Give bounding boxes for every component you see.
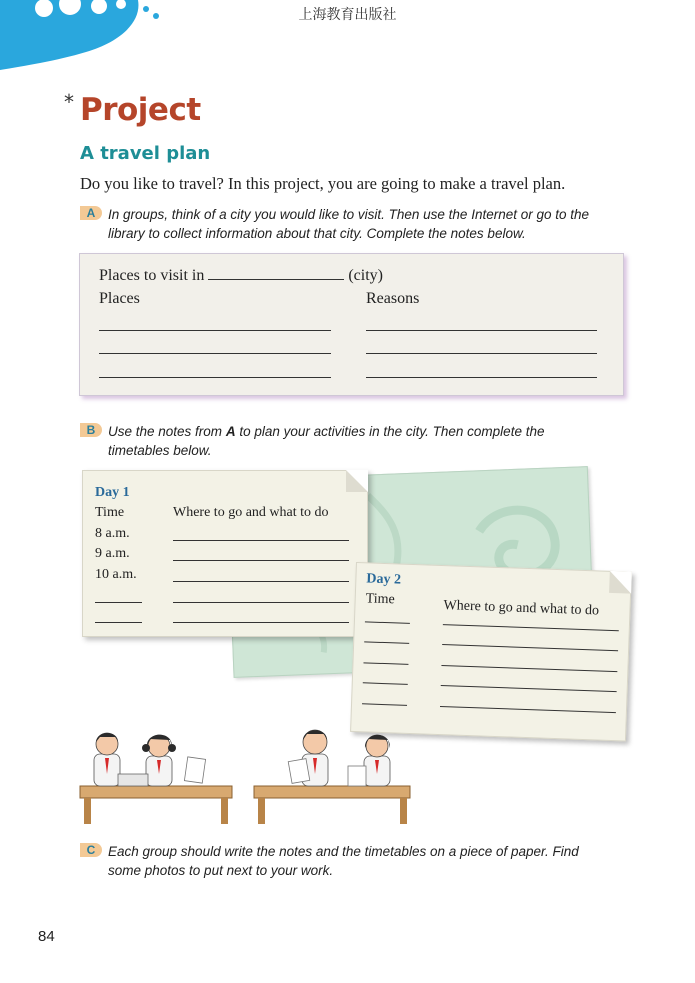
places-blank-1[interactable] bbox=[99, 330, 331, 331]
page-number: 84 bbox=[38, 928, 55, 945]
day1-time-3: 10 a.m. bbox=[95, 567, 137, 582]
day1-activity-blank-5[interactable] bbox=[173, 622, 349, 623]
day2-col-time: Time bbox=[365, 591, 396, 608]
places-blank-2[interactable] bbox=[99, 353, 331, 354]
reasons-blank-3[interactable] bbox=[366, 377, 597, 378]
section-a-text: In groups, think of a city you would like to visit. Then use the Internet or go to the library to collect information about that city. Complete the notes below. bbox=[108, 207, 590, 241]
section-c-text: Each group should write the notes and the timetables on a piece of paper. Find some photos to put next to your work. bbox=[108, 844, 579, 878]
places-blank-3[interactable] bbox=[99, 377, 331, 378]
city-suffix: (city) bbox=[348, 267, 383, 284]
day2-activity-blank-1[interactable] bbox=[443, 624, 619, 631]
section-b-instruction bbox=[80, 422, 600, 460]
right-desk-group bbox=[254, 730, 410, 824]
intro-text: Do you like to travel? In this project, you are going to make a travel plan. bbox=[80, 174, 566, 193]
day2-activity-blank-5[interactable] bbox=[440, 706, 616, 713]
section-b-text-2: to plan your activities in the city. Then complete the timetables below. bbox=[108, 424, 545, 458]
reasons-blank-1[interactable] bbox=[366, 330, 597, 331]
day1-timetable-card bbox=[82, 470, 368, 637]
publisher-header: 上海教育出版社 bbox=[298, 7, 397, 23]
section-b-text-bold: A bbox=[225, 424, 236, 439]
day1-activity-blank-1[interactable] bbox=[173, 540, 349, 541]
day2-activity-blank-3[interactable] bbox=[441, 665, 617, 672]
day1-time-blank-1[interactable] bbox=[95, 602, 142, 603]
section-c-badge: C bbox=[80, 843, 102, 857]
day1-col-activity: Where to go and what to do bbox=[173, 505, 329, 520]
section-a-badge: A bbox=[80, 206, 102, 220]
day2-time-blank-1[interactable] bbox=[365, 621, 410, 624]
day1-time-2: 9 a.m. bbox=[95, 546, 130, 561]
day2-time-blank-3[interactable] bbox=[363, 662, 408, 665]
page-title: Project bbox=[80, 92, 201, 128]
page-subtitle: A travel plan bbox=[80, 143, 211, 164]
day2-time-blank-5[interactable] bbox=[362, 703, 407, 706]
day1-label: Day 1 bbox=[95, 485, 130, 500]
day1-col-time: Time bbox=[95, 505, 125, 520]
city-blank[interactable] bbox=[208, 266, 344, 280]
day2-label: Day 2 bbox=[366, 571, 402, 588]
day1-activity-blank-3[interactable] bbox=[173, 581, 349, 582]
page-fold-icon bbox=[609, 571, 632, 594]
section-b-text bbox=[80, 422, 600, 460]
day2-timetable-card bbox=[350, 562, 632, 742]
places-to-visit-prefix: Places to visit in bbox=[99, 267, 205, 284]
day1-time-1: 8 a.m. bbox=[95, 526, 130, 541]
optional-star: * bbox=[64, 90, 74, 114]
section-b-badge: B bbox=[80, 423, 102, 437]
students-illustration bbox=[78, 724, 418, 826]
section-a-instruction bbox=[80, 205, 620, 243]
day1-activity-blank-4[interactable] bbox=[173, 602, 349, 603]
page-fold-icon bbox=[346, 470, 368, 492]
day1-activity-blank-2[interactable] bbox=[173, 560, 349, 561]
left-desk-group bbox=[80, 733, 232, 824]
day2-time-blank-4[interactable] bbox=[363, 682, 408, 685]
day1-time-blank-2[interactable] bbox=[95, 622, 142, 623]
day2-time-blank-2[interactable] bbox=[364, 641, 409, 644]
day2-activity-blank-4[interactable] bbox=[441, 685, 617, 692]
day2-activity-blank-2[interactable] bbox=[442, 644, 618, 651]
section-c-instruction bbox=[80, 842, 610, 880]
col-reasons-heading: Reasons bbox=[366, 290, 420, 307]
notes-box bbox=[79, 253, 624, 396]
reasons-blank-2[interactable] bbox=[366, 353, 597, 354]
places-to-visit-line bbox=[99, 266, 383, 285]
col-places-heading: Places bbox=[99, 290, 140, 307]
section-b-text-1: Use the notes from bbox=[108, 424, 226, 439]
day2-col-activity: Where to go and what to do bbox=[443, 598, 600, 619]
